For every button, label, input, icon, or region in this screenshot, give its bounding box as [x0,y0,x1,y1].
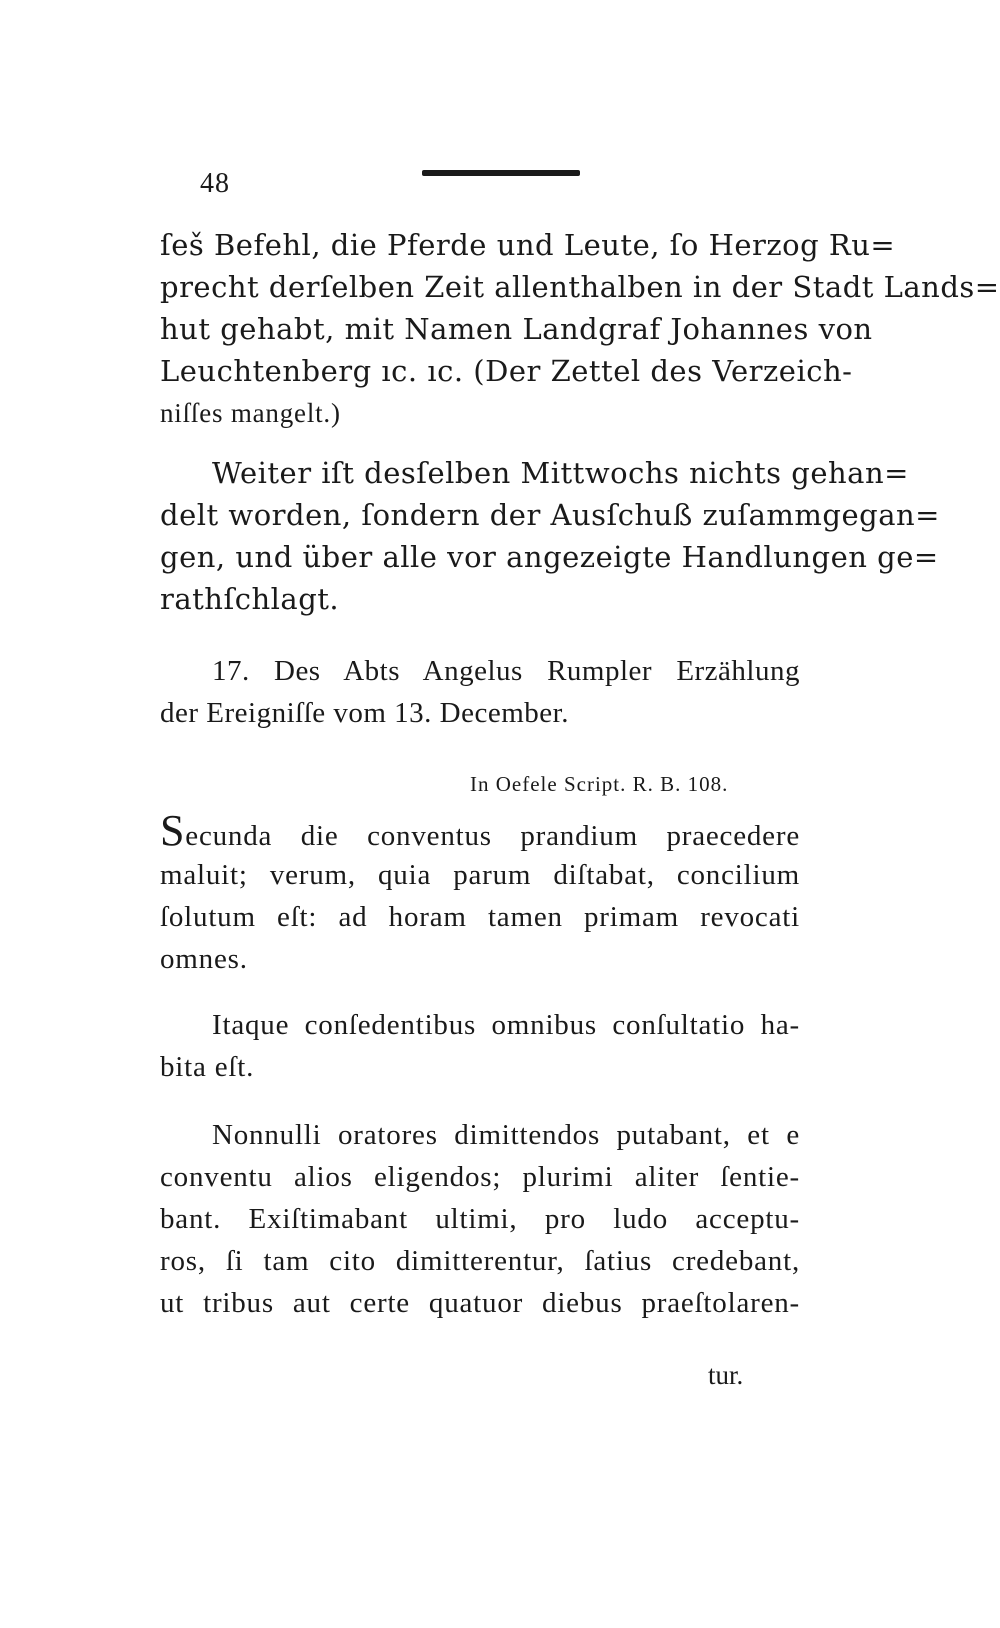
text-line: Nonnulli oratores dimittendos putabant, et e [212,1119,800,1151]
heading-line: 17. Des Abts Angelus Rumpler Erzählung [212,655,800,687]
source-reference: In Oefele Script. R. B. 108. [470,772,729,796]
page-number: 48 [200,168,230,199]
paragraph-2 [160,452,940,620]
paragraph-3 [160,806,800,980]
text-line: ut tribus aut certe quatuor diebus praeſtolaren- [160,1287,800,1319]
section-heading [160,650,800,734]
drop-cap: S [160,806,186,855]
text-line: conventu alios eligendos; plurimi aliter ſentie- [160,1161,800,1193]
text-line: ſeš Befehl, die Pferde und Leute, ſo Herzog Ru= [160,228,896,262]
heading-line: der Ereigniſſe vom 13. December. [160,697,569,729]
text-line: bita eſt. [160,1051,255,1083]
text-line: Leuchtenberg ıc. ıc. (Der Zettel des Verzeich- [160,354,853,388]
paragraph-4 [160,1004,800,1088]
text-line: rathſchlagt. [160,582,340,616]
text-line: ſolutum eſt: ad horam tamen primam revocati [160,901,800,933]
text-line: Itaque conſedentibus omnibus conſultatio ha- [212,1009,800,1041]
text-line: gen, und über alle vor angezeigte Handlungen ge= [160,540,939,574]
text-line: ros, ſi tam cito dimitterentur, ſatius credebant, [160,1245,800,1277]
text-run: ecunda die conventus prandium praecedere [185,820,800,852]
text-line: Weiter iſt desſelben Mittwochs nichts gehan= [212,456,909,490]
paragraph-5 [160,1114,800,1324]
text-line [160,806,800,855]
text-line: delt worden, ſondern der Ausſchuß zuſammgegan= [160,498,940,532]
text-line: hut gehabt, mit Namen Landgraf Johannes von [160,312,873,346]
text-line: niſſes mangelt.) [160,398,341,428]
header-rule [422,170,580,176]
text-line: bant. Exiſtimabant ultimi, pro ludo acceptu- [160,1203,800,1235]
paragraph-1 [160,224,1000,434]
catchword: tur. [708,1360,744,1390]
text-line: precht derſelben Zeit allenthalben in der Stadt Lands= [160,270,1000,304]
text-line: maluit; verum, quia parum diſtabat, concilium [160,859,800,891]
text-line: omnes. [160,943,248,975]
